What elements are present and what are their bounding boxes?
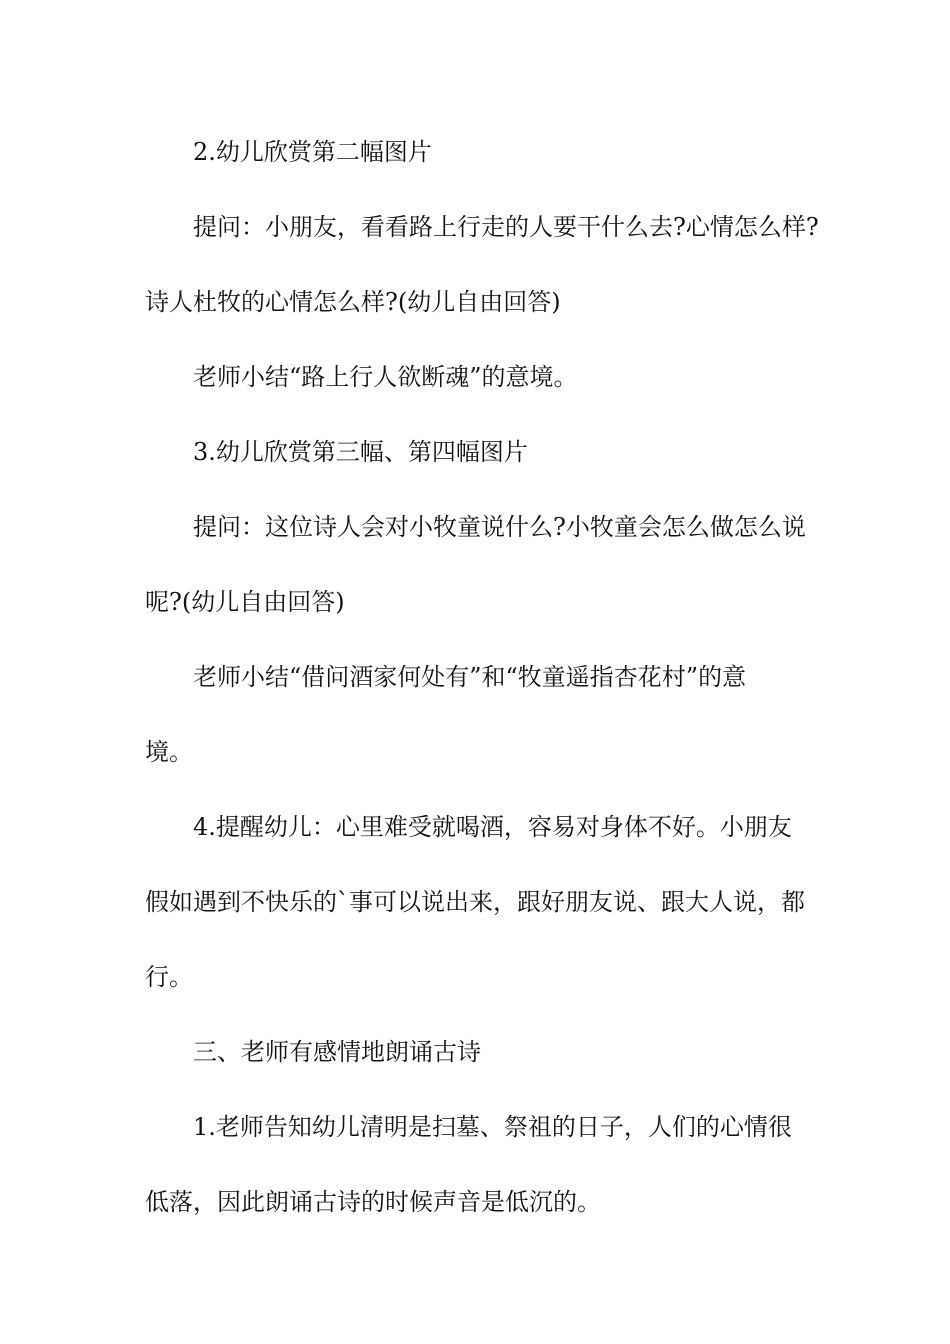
paragraph-line: 行。 bbox=[145, 963, 193, 991]
paragraph-line: 诗人杜牧的心情怎么样?(幼儿自由回答) bbox=[145, 288, 561, 316]
section-heading: 三、老师有感情地朗诵古诗 bbox=[193, 1038, 481, 1066]
paragraph-line: 老师小结“借问酒家何处有”和“牧童遥指杏花村”的意 bbox=[193, 663, 747, 691]
paragraph-line: 3.幼儿欣赏第三幅、第四幅图片 bbox=[193, 438, 528, 466]
paragraph-line: 境。 bbox=[145, 738, 193, 766]
paragraph-line: 呢?(幼儿自由回答) bbox=[145, 588, 345, 616]
paragraph-line: 老师小结“路上行人欲断魂”的意境。 bbox=[193, 363, 578, 391]
paragraph-line: 2.幼儿欣赏第二幅图片 bbox=[193, 138, 432, 166]
paragraph-line: 提问：这位诗人会对小牧童说什么?小牧童会怎么做怎么说 bbox=[193, 513, 806, 541]
paragraph-line: 提问：小朋友，看看路上行走的人要干什么去?心情怎么样? bbox=[193, 213, 819, 241]
paragraph-line: 4.提醒幼儿：心里难受就喝酒，容易对身体不好。小朋友 bbox=[193, 813, 792, 841]
paragraph-line: 低落，因此朗诵古诗的时候声音是低沉的。 bbox=[145, 1188, 601, 1216]
paragraph-line: 1.老师告知幼儿清明是扫墓、祭祖的日子，人们的心情很 bbox=[193, 1113, 792, 1141]
document-body bbox=[145, 127, 817, 1252]
paragraph-line: 假如遇到不快乐的`事可以说出来，跟好朋友说、跟大人说，都 bbox=[145, 888, 805, 916]
